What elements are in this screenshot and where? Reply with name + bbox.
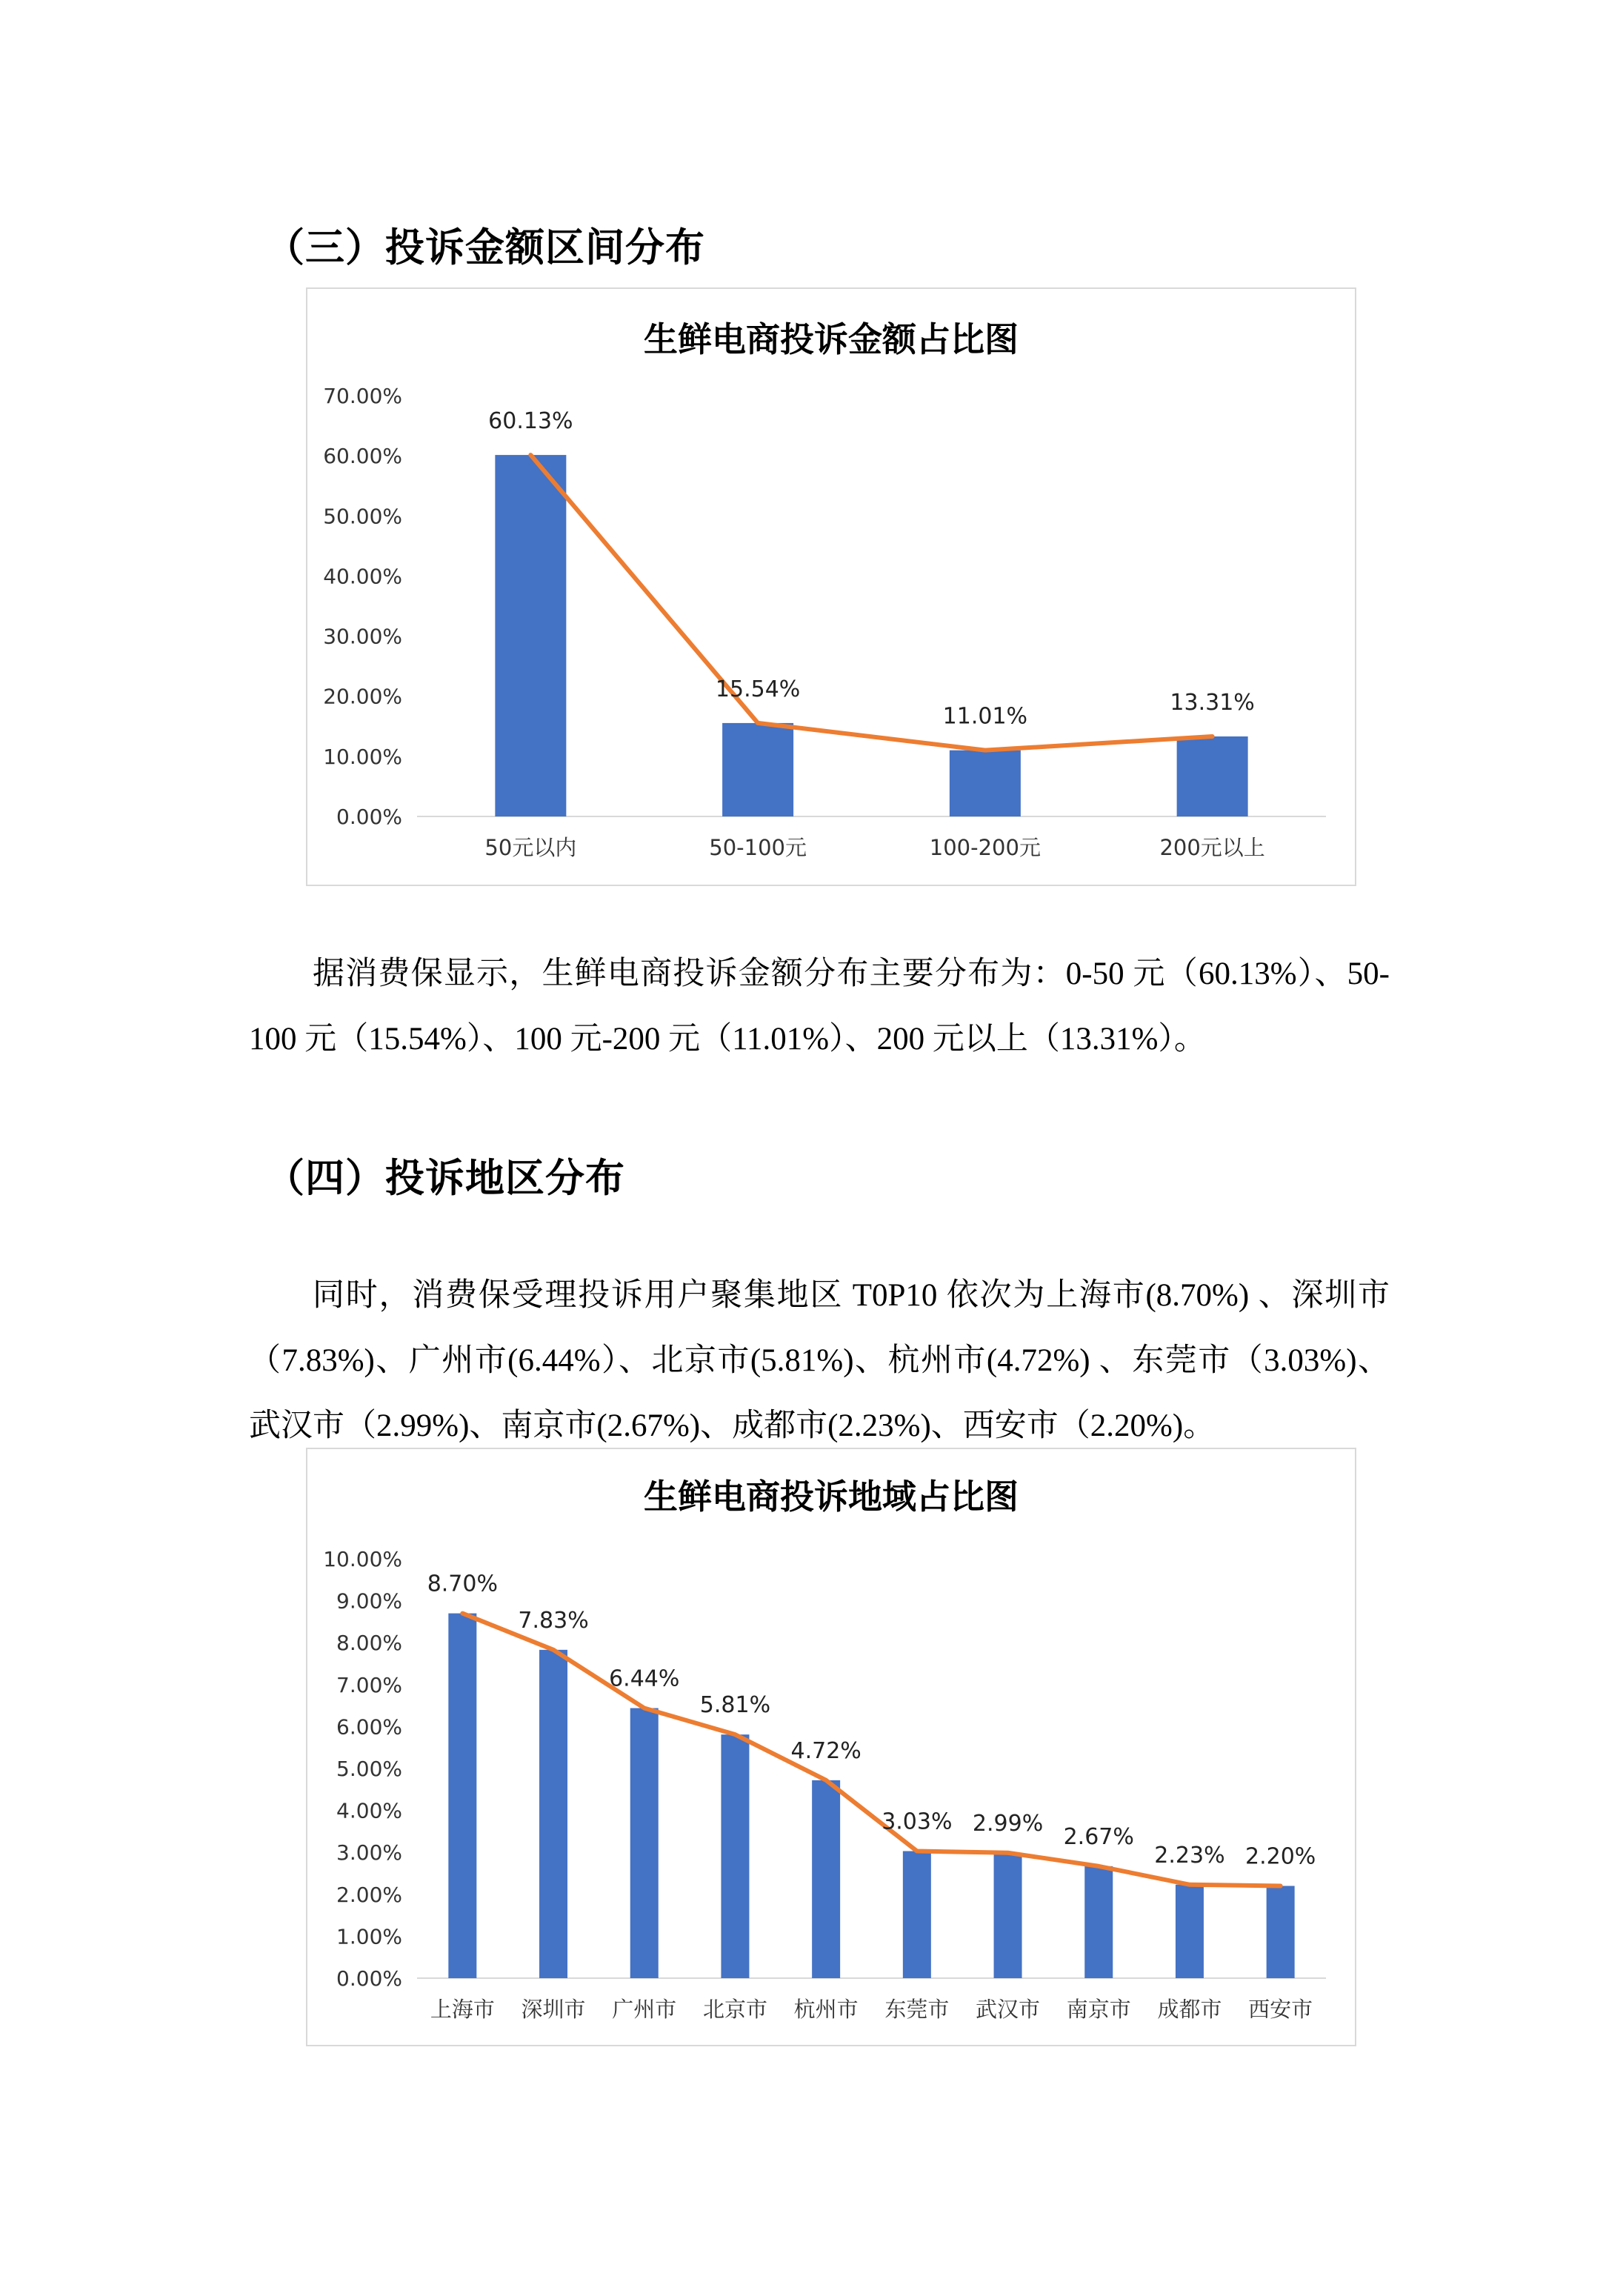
y-tick-label: 6.00% <box>336 1714 402 1740</box>
data-label: 7.83% <box>518 1607 589 1634</box>
y-tick-label: 50.00% <box>323 504 402 529</box>
bar <box>495 455 566 816</box>
category-label: 广州市 <box>612 1997 677 2022</box>
y-tick-label: 40.00% <box>323 564 402 589</box>
data-label: 2.23% <box>1154 1842 1225 1869</box>
y-tick-label: 1.00% <box>336 1924 402 1949</box>
region-distribution-paragraph: 同时，消费保受理投诉用户聚集地区 T0P10 依次为上海市(8.70%) 、深圳市（7.83%)、广州市(6.44%）、北京市(5.81%)、杭州市(4.72%) 、东莞市（3.03%)、武汉市（2.99%)、南京市(2.67%)、成都市(2.23%)、西安市（2.20%)。 <box>249 1278 1390 1443</box>
y-tick-label: 10.00% <box>323 744 402 769</box>
bar <box>994 1853 1022 1978</box>
data-label: 5.81% <box>699 1692 771 1719</box>
section-heading-amount-distribution: （三）投诉金额区间分布 <box>265 225 705 270</box>
y-tick-label: 0.00% <box>336 1966 402 1991</box>
data-label: 2.20% <box>1244 1843 1316 1870</box>
bar <box>722 723 793 816</box>
y-tick-label: 4.00% <box>336 1798 402 1823</box>
category-label: 南京市 <box>1066 1997 1131 2022</box>
y-tick-label: 9.00% <box>336 1588 402 1614</box>
region-chart-svg <box>307 1449 1355 2045</box>
trend-line <box>530 455 1212 751</box>
chart-title: 生鲜电商投诉金额占比图 <box>644 319 1019 359</box>
amount-distribution-paragraph: 据消费保显示，生鲜电商投诉金额分布主要分布为：0-50 元（60.13%）、50-100 元（15.54%）、100 元-200 元（11.01%）、200 元以上（13.31%）。 <box>249 956 1390 1057</box>
amount-chart-svg <box>307 289 1355 885</box>
bar <box>630 1708 659 1978</box>
data-label: 13.31% <box>1170 689 1255 716</box>
data-label: 15.54% <box>715 676 801 702</box>
section-heading-region-distribution: （四）投诉地区分布 <box>265 1156 625 1201</box>
bar <box>1267 1886 1295 1978</box>
data-label: 4.72% <box>790 1737 862 1764</box>
bar <box>539 1650 567 1978</box>
bar <box>1177 736 1248 816</box>
y-tick-label: 7.00% <box>336 1672 402 1697</box>
category-label: 北京市 <box>702 1997 767 2022</box>
category-label: 杭州市 <box>793 1997 859 2022</box>
bar <box>812 1780 840 1978</box>
data-label: 6.44% <box>609 1666 680 1692</box>
bar <box>448 1614 476 1978</box>
category-label: 50元以内 <box>484 835 577 860</box>
data-label: 2.67% <box>1063 1823 1134 1850</box>
y-tick-label: 8.00% <box>336 1631 402 1656</box>
category-label: 深圳市 <box>521 1997 586 2022</box>
data-label: 8.70% <box>427 1571 499 1597</box>
y-tick-label: 10.00% <box>323 1547 402 1571</box>
category-label: 50-100元 <box>709 835 807 860</box>
category-label: 200元以上 <box>1159 835 1265 860</box>
y-tick-label: 5.00% <box>336 1757 402 1781</box>
bar <box>721 1734 749 1978</box>
category-label: 成都市 <box>1157 1997 1222 2022</box>
category-label: 100-200元 <box>929 835 1041 860</box>
category-label: 西安市 <box>1248 1997 1313 2022</box>
chart-title: 生鲜电商投诉地域占比图 <box>644 1477 1019 1517</box>
y-tick-label: 20.00% <box>323 684 402 709</box>
amount-chart <box>306 287 1356 886</box>
data-label: 60.13% <box>488 408 573 435</box>
bar <box>1084 1866 1113 1978</box>
y-tick-label: 60.00% <box>323 444 402 469</box>
data-label: 2.99% <box>972 1810 1044 1837</box>
y-tick-label: 30.00% <box>323 624 402 649</box>
bar <box>903 1851 931 1978</box>
data-label: 11.01% <box>942 703 1028 730</box>
category-label: 东莞市 <box>884 1997 950 2022</box>
y-tick-label: 3.00% <box>336 1840 402 1866</box>
category-label: 上海市 <box>430 1997 495 2022</box>
y-tick-label: 70.00% <box>323 384 402 408</box>
y-tick-label: 0.00% <box>336 805 402 829</box>
bar <box>950 751 1021 816</box>
bar <box>1176 1885 1204 1978</box>
region-chart <box>306 1448 1356 2046</box>
category-label: 武汉市 <box>976 1997 1041 2022</box>
y-tick-label: 2.00% <box>336 1882 402 1907</box>
data-label: 3.03% <box>882 1808 953 1835</box>
